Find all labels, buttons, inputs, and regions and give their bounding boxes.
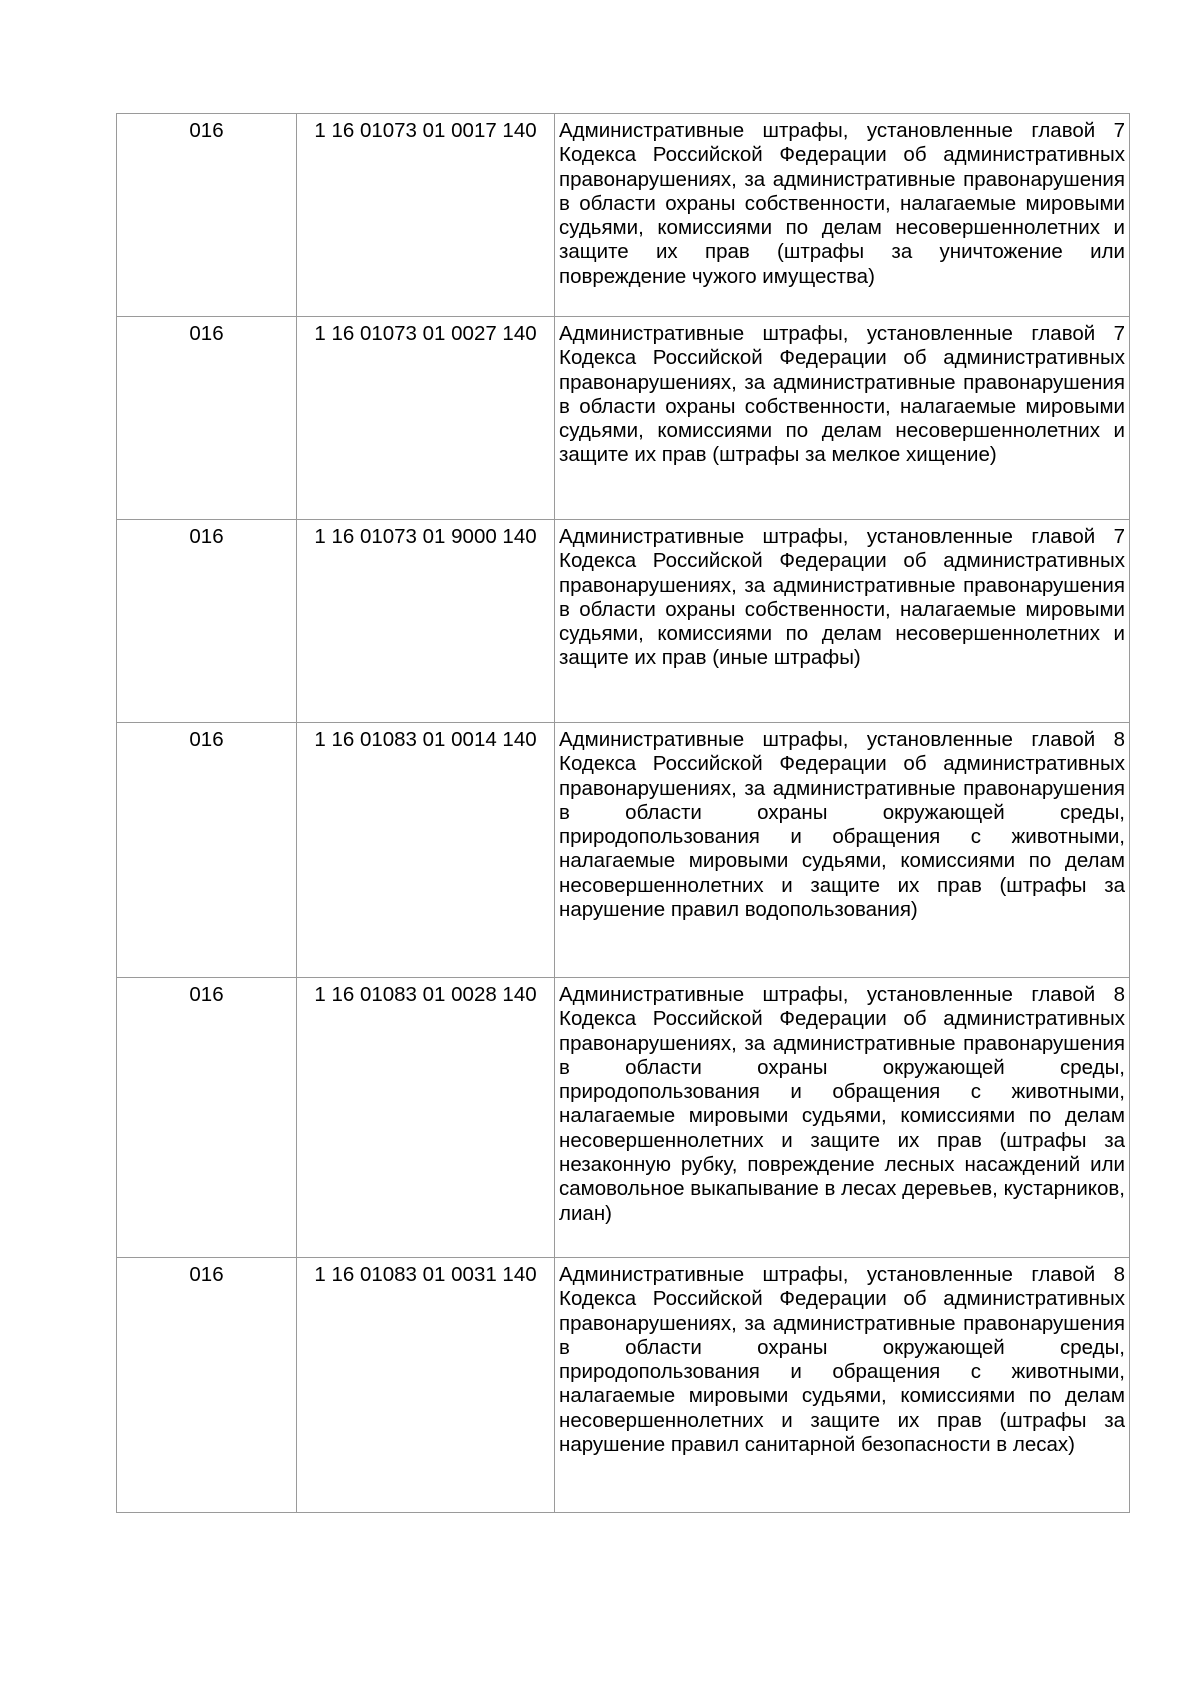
- administrator-code-cell: 016: [117, 520, 297, 723]
- administrator-code-cell: 016: [117, 114, 297, 317]
- budget-classification-code-cell: 1 16 01073 01 9000 140: [297, 520, 555, 723]
- revenue-description-cell: Административные штрафы, установленные главой 8 Кодекса Российской Федерации об административных правонарушениях, за административные правонарушения в области охраны окружающей среды, природопользования и обращения с животными, налагаемые мировыми судьями, комиссиями по делам несовершеннолетних и защите их прав (штрафы за незаконную рубку, повреждение лесных насаждений или самовольное выкапывание в лесах деревьев, кустарников, лиан): [555, 978, 1130, 1258]
- budget-codes-table: [116, 113, 1130, 1513]
- revenue-description-cell: Административные штрафы, установленные главой 7 Кодекса Российской Федерации об административных правонарушениях, за административные правонарушения в области охраны собственности, налагаемые мировыми судьями, комиссиями по делам несовершеннолетних и защите их прав (штрафы за уничтожение или повреждение чужого имущества): [555, 114, 1130, 317]
- table-row: [117, 317, 1130, 520]
- revenue-description-cell: Административные штрафы, установленные главой 8 Кодекса Российской Федерации об административных правонарушениях, за административные правонарушения в области охраны окружающей среды, природопользования и обращения с животными, налагаемые мировыми судьями, комиссиями по делам несовершеннолетних и защите их прав (штрафы за нарушение правил водопользования): [555, 723, 1130, 978]
- administrator-code-cell: 016: [117, 317, 297, 520]
- administrator-code-cell: 016: [117, 1258, 297, 1513]
- table-row: [117, 978, 1130, 1258]
- administrator-code-cell: 016: [117, 723, 297, 978]
- revenue-description-cell: Административные штрафы, установленные главой 7 Кодекса Российской Федерации об административных правонарушениях, за административные правонарушения в области охраны собственности, налагаемые мировыми судьями, комиссиями по делам несовершеннолетних и защите их прав (иные штрафы): [555, 520, 1130, 723]
- table-row: [117, 520, 1130, 723]
- budget-classification-code-cell: 1 16 01083 01 0014 140: [297, 723, 555, 978]
- budget-classification-code-cell: 1 16 01083 01 0028 140: [297, 978, 555, 1258]
- budget-classification-code-cell: 1 16 01073 01 0027 140: [297, 317, 555, 520]
- budget-classification-code-cell: 1 16 01073 01 0017 140: [297, 114, 555, 317]
- table-row: [117, 1258, 1130, 1513]
- revenue-description-cell: Административные штрафы, установленные главой 8 Кодекса Российской Федерации об административных правонарушениях, за административные правонарушения в области охраны окружающей среды, природопользования и обращения с животными, налагаемые мировыми судьями, комиссиями по делам несовершеннолетних и защите их прав (штрафы за нарушение правил санитарной безопасности в лесах): [555, 1258, 1130, 1513]
- budget-classification-code-cell: 1 16 01083 01 0031 140: [297, 1258, 555, 1513]
- table-row: [117, 114, 1130, 317]
- revenue-description-cell: Административные штрафы, установленные главой 7 Кодекса Российской Федерации об административных правонарушениях, за административные правонарушения в области охраны собственности, налагаемые мировыми судьями, комиссиями по делам несовершеннолетних и защите их прав (штрафы за мелкое хищение): [555, 317, 1130, 520]
- table-row: [117, 723, 1130, 978]
- administrator-code-cell: 016: [117, 978, 297, 1258]
